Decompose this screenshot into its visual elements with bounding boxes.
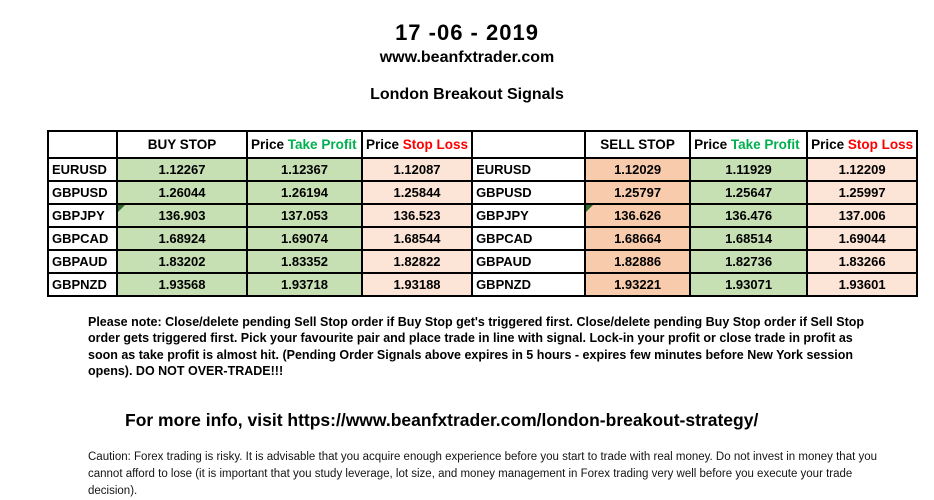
price-label: Price [694, 137, 727, 152]
sell-stop-loss-cell: 137.006 [807, 204, 917, 227]
buy-entry-cell: 136.903 [117, 204, 247, 227]
price-label: Price [811, 137, 844, 152]
table-row [48, 227, 917, 250]
buy-take-profit-cell: 1.93718 [247, 273, 362, 296]
buy-stop-header: BUY STOP [117, 131, 247, 158]
buy-take-profit-cell: 1.83352 [247, 250, 362, 273]
sell-entry-cell: 1.82886 [585, 250, 690, 273]
stop-loss-label: Stop Loss [403, 137, 468, 152]
price-label: Price [366, 137, 399, 152]
sell-take-profit-header [690, 131, 807, 158]
blank-corner [48, 131, 117, 158]
sell-pair-cell: GBPNZD [472, 273, 585, 296]
stop-loss-label: Stop Loss [848, 137, 913, 152]
page-header [0, 20, 934, 104]
buy-entry-cell: 1.12267 [117, 158, 247, 181]
table-row [48, 181, 917, 204]
buy-pair-cell: GBPAUD [48, 250, 117, 273]
sell-stop-loss-cell: 1.93601 [807, 273, 917, 296]
sell-take-profit-cell: 136.476 [690, 204, 807, 227]
buy-take-profit-cell: 137.053 [247, 204, 362, 227]
sell-stop-loss-cell: 1.69044 [807, 227, 917, 250]
sell-take-profit-cell: 1.82736 [690, 250, 807, 273]
buy-take-profit-cell: 1.26194 [247, 181, 362, 204]
buy-entry-cell: 1.26044 [117, 181, 247, 204]
buy-entry-cell: 1.68924 [117, 227, 247, 250]
buy-take-profit-header [247, 131, 362, 158]
sell-entry-cell: 1.12029 [585, 158, 690, 181]
sell-entry-cell: 1.68664 [585, 227, 690, 250]
sell-pair-cell: GBPUSD [472, 181, 585, 204]
buy-stop-loss-header [362, 131, 472, 158]
website-heading: www.beanfxtrader.com [0, 49, 934, 67]
table-row [48, 158, 917, 181]
more-info-line: For more info, visit https://www.beanfxtrader.com/london-breakout-strategy/ [125, 410, 885, 431]
sell-stop-loss-cell: 1.12209 [807, 158, 917, 181]
sell-pair-cell: EURUSD [472, 158, 585, 181]
signals-table [47, 130, 918, 297]
please-note-paragraph: Please note: Close/delete pending Sell Stop order if Buy Stop get's triggered first. Close/delete pending Buy Stop order if Sell Stop order gets triggered first. Pick your favourite pair and place trade in line with signal. Lock-in your profit or close trade in profit as soon as take profit is almost hit. (Pending Order Signals above expires in 5 hours - expires few minutes before New York session opens). DO NOT OVER-TRADE!!! [88, 314, 872, 381]
table-row [48, 273, 917, 296]
sell-take-profit-cell: 1.93071 [690, 273, 807, 296]
sell-entry-cell: 1.25797 [585, 181, 690, 204]
sell-pair-cell: GBPCAD [472, 227, 585, 250]
sell-stop-header: SELL STOP [585, 131, 690, 158]
price-label: Price [251, 137, 284, 152]
table-row [48, 204, 917, 227]
buy-pair-cell: GBPNZD [48, 273, 117, 296]
sell-take-profit-cell: 1.25647 [690, 181, 807, 204]
buy-pair-cell: EURUSD [48, 158, 117, 181]
buy-entry-cell: 1.83202 [117, 250, 247, 273]
buy-stop-loss-cell: 136.523 [362, 204, 472, 227]
page-title: London Breakout Signals [0, 86, 934, 104]
buy-pair-cell: GBPUSD [48, 181, 117, 204]
sell-entry-cell: 136.626 [585, 204, 690, 227]
buy-stop-loss-cell: 1.93188 [362, 273, 472, 296]
buy-pair-cell: GBPCAD [48, 227, 117, 250]
sell-take-profit-cell: 1.11929 [690, 158, 807, 181]
take-profit-label: Take Profit [731, 137, 800, 152]
sell-pair-cell: GBPAUD [472, 250, 585, 273]
sell-take-profit-cell: 1.68514 [690, 227, 807, 250]
buy-stop-loss-cell: 1.12087 [362, 158, 472, 181]
sell-stop-loss-header [807, 131, 917, 158]
buy-stop-loss-cell: 1.25844 [362, 181, 472, 204]
blank-header-cell [472, 131, 585, 158]
table-row [48, 250, 917, 273]
buy-stop-loss-cell: 1.82822 [362, 250, 472, 273]
header-row [48, 131, 917, 158]
sell-pair-cell: GBPJPY [472, 204, 585, 227]
buy-take-profit-cell: 1.12367 [247, 158, 362, 181]
buy-entry-cell: 1.93568 [117, 273, 247, 296]
buy-pair-cell: GBPJPY [48, 204, 117, 227]
take-profit-label: Take Profit [288, 137, 357, 152]
buy-take-profit-cell: 1.69074 [247, 227, 362, 250]
sell-stop-loss-cell: 1.25997 [807, 181, 917, 204]
sell-stop-loss-cell: 1.83266 [807, 250, 917, 273]
sell-entry-cell: 1.93221 [585, 273, 690, 296]
buy-stop-loss-cell: 1.68544 [362, 227, 472, 250]
caution-paragraph: Caution: Forex trading is risky. It is advisable that you acquire enough experience before you start to trade with real money. Do not invest in money that you cannot afford to lose (it is important that you study leverage, lot size, and money management in Forex trading very well before you execute your trade decision). [88, 449, 888, 500]
date-heading: 17 -06 - 2019 [0, 20, 934, 46]
